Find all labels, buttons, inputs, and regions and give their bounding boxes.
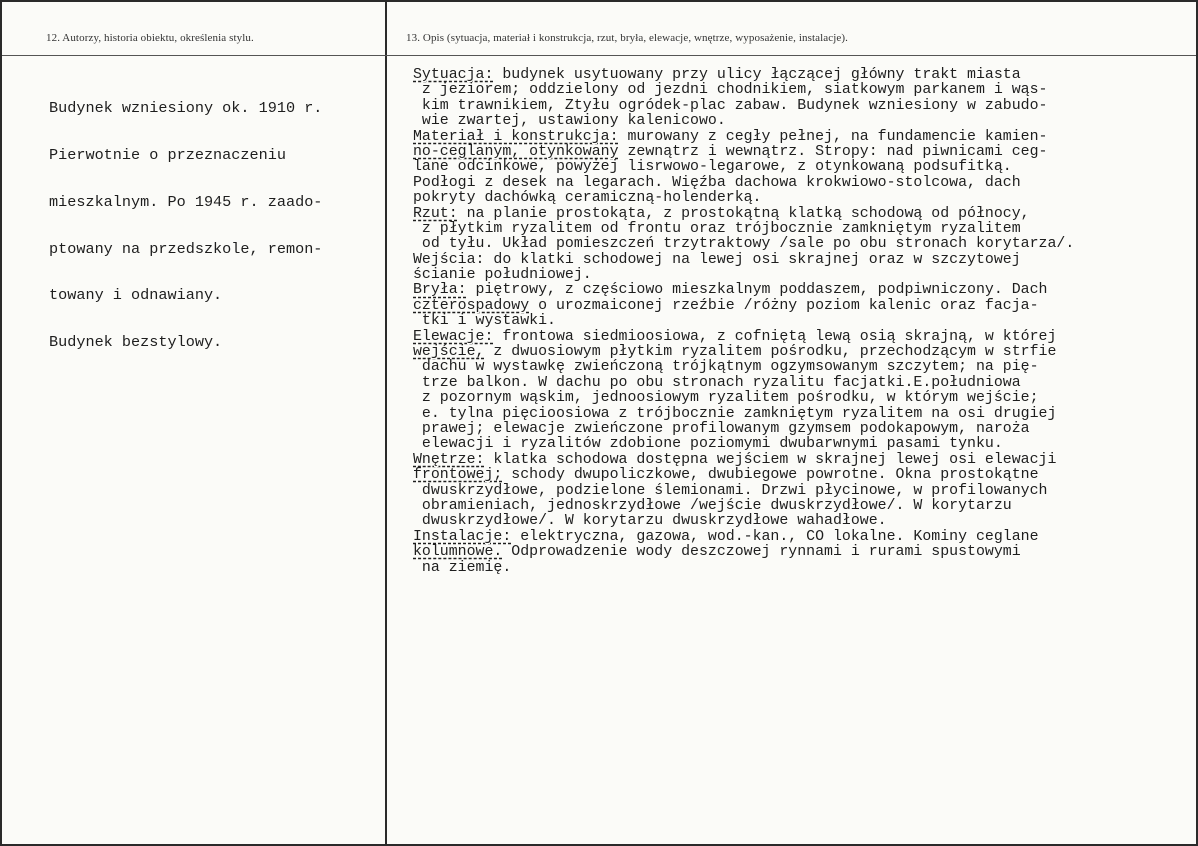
description-line-text: z pozornym wąskim, jednoosiowym ryzalitem pośrodku, w którym wejście; <box>413 390 1039 407</box>
description-line <box>413 422 1074 437</box>
section-label: Rzut: <box>413 205 458 222</box>
description-line-text: dachu w wystawkę zwieńczoną trójkątnym ogzymsowanym szczytem; na pię- <box>413 359 1039 376</box>
description-line <box>413 345 1074 360</box>
section-label: frontowej; <box>413 467 503 484</box>
description-line-text: ścianie południowej. <box>413 267 592 284</box>
description-line <box>413 391 1074 406</box>
description-line <box>413 468 1074 483</box>
description-line-text: tki i wystawki. <box>413 313 556 330</box>
description-line <box>413 499 1074 514</box>
description-line <box>413 561 1074 576</box>
description-line-text: wie zwartej, ustawiony kalenicowo. <box>413 113 726 130</box>
description-line <box>413 160 1074 175</box>
section-label: Elewacje: <box>413 328 494 345</box>
description-line <box>413 283 1074 298</box>
history-line: Budynek bezstylowy. <box>49 333 223 352</box>
history-text <box>49 70 322 382</box>
description-line <box>413 222 1074 237</box>
description-line-text: zewnątrz i wewnątrz. Stropy: nad piwnicami ceg- <box>618 143 1048 160</box>
description-line-text: dwuskrzydłowe/. W korytarzu dwuskrzydłowe wahadłowe. <box>413 513 887 530</box>
description-line-text: obramieniach, jednoskrzydłowe /wejście dwuskrzydłowe/. W korytarzu <box>413 497 1012 514</box>
description-line-text: z jeziorem; oddzielony od jezdni chodnikiem, siatkowym parkanem i wąs- <box>413 82 1048 99</box>
history-line: Budynek wzniesiony ok. 1910 r. <box>49 99 323 118</box>
section-label: wejście, <box>413 344 485 361</box>
description-line-text: elektryczna, gazowa, wod.-kan., CO lokalne. Kominy ceglane <box>511 528 1039 545</box>
description-line-text: frontowa siedmioosiowa, z cofniętą lewą osią skrajną, w której <box>493 328 1057 345</box>
section-label: Materiał i konstrukcja: <box>413 128 619 145</box>
description-line-text: budynek usytuowany przy ulicy łączącej główny trakt miasta <box>493 67 1021 83</box>
description-line-text: z płytkim ryzalitem od frontu oraz trójbocznie zamkniętym ryzalitem <box>413 220 1021 237</box>
description-line-text: dwuskrzydłowe, podzielone ślemionami. Drzwi płycinowe, w profilowanych <box>413 482 1048 499</box>
description-line <box>413 530 1074 545</box>
description-line <box>413 314 1074 329</box>
description-text <box>413 68 1074 576</box>
description-line <box>413 99 1074 114</box>
header-rule <box>2 55 1198 56</box>
description-line-text: e. tylna pięcioosiowa z trójbocznie zamkniętym ryzalitem na osi drugiej <box>413 405 1057 422</box>
section-label: no-ceglanym, otynkowany <box>413 143 619 160</box>
description-line-text: na ziemię. <box>413 559 512 576</box>
description-line-text: kim trawnikiem, Ztyłu ogródek-plac zabaw. Budynek wzniesiony w zabudo- <box>413 97 1048 114</box>
history-line: ptowany na przedszkole, remon- <box>49 239 323 258</box>
description-line <box>413 299 1074 314</box>
description-line-text: od tyłu. Układ pomieszczeń trzytraktowy /sale po obu stronach korytarza/. <box>413 236 1075 253</box>
description-line-text: klatka schodowa dostępna wejściem w skrajnej lewej osi elewacji <box>484 451 1057 468</box>
section-label: kolumnowe. <box>413 544 503 561</box>
description-line <box>413 330 1074 345</box>
description-line-text: Odprowadzenie wody deszczowej rynnami i rurami spustowymi <box>502 544 1021 561</box>
description-line <box>413 376 1074 391</box>
description-line-text: elewacji i ryzalitów zdobione poziomymi dwubarwnymi pasami tynku. <box>413 436 1003 453</box>
section-label: czterospadowy <box>413 297 530 314</box>
description-line-text: lane odcinkowe, powyżej lisrwowo-legarowe, z otynkowaną podsufitką. <box>413 159 1012 176</box>
column-divider <box>385 2 387 846</box>
description-line <box>413 407 1074 422</box>
section-label: Wnętrze: <box>413 451 485 468</box>
section-label: Instalacje: <box>413 528 512 545</box>
section-13-heading: 13. Opis (sytuacja, materiał i konstrukcja, rzut, bryła, elewacje, wnętrze, wyposażenie, instalacje). <box>406 32 848 44</box>
description-line <box>413 207 1074 222</box>
description-line-text: trze balkon. W dachu po obu stronach ryzalitu facjatki.E.południowa <box>413 374 1021 391</box>
description-line <box>413 360 1074 375</box>
description-line-text: Wejścia: do klatki schodowej na lewej osi skrajnej oraz w szczytowej <box>413 251 1021 268</box>
description-line <box>413 145 1074 160</box>
description-line <box>413 514 1074 529</box>
description-line <box>413 253 1074 268</box>
description-line-text: z dwuosiowym płytkim ryzalitem pośrodku, przechodzącym w strfie <box>484 344 1057 361</box>
description-line <box>413 130 1074 145</box>
description-line <box>413 545 1074 560</box>
description-line <box>413 114 1074 129</box>
description-line-text: piętrowy, z częściowo mieszkalnym poddaszem, podpiwniczony. Dach <box>466 282 1048 299</box>
description-line-text: pokryty dachówką ceramiczną-holenderką. <box>413 190 762 207</box>
description-line <box>413 437 1074 452</box>
description-line <box>413 484 1074 499</box>
history-line: Pierwotnie o przeznaczeniu <box>49 145 286 164</box>
description-line-text: na planie prostokąta, z prostokątną klatką schodową od północy, <box>457 205 1030 222</box>
section-label: Sytuacja: <box>413 67 494 83</box>
description-line <box>413 83 1074 98</box>
description-line <box>413 268 1074 283</box>
section-label: Bryła: <box>413 282 467 299</box>
description-line-text: prawej; elewacje zwieńczone profilowanym gzymsem podokapowym, naroża <box>413 420 1030 437</box>
section-12-heading: 12. Autorzy, historia obiektu, określenia stylu. <box>46 32 254 44</box>
description-line-text: o urozmaiconej rzeźbie /różny poziom kalenic oraz facja- <box>529 297 1039 314</box>
description-line <box>413 191 1074 206</box>
description-line-text: murowany z cegły pełnej, na fundamencie kamien- <box>618 128 1048 145</box>
history-line: towany i odnawiany. <box>49 286 223 305</box>
description-line <box>413 68 1074 83</box>
description-line <box>413 176 1074 191</box>
description-line <box>413 237 1074 252</box>
history-line: mieszkalnym. Po 1945 r. zaado- <box>49 192 323 211</box>
description-line <box>413 453 1074 468</box>
description-line-text: schody dwupoliczkowe, dwubiegowe powrotne. Okna prostokątne <box>502 467 1039 484</box>
description-line-text: Podłogi z desek na legarach. Więźba dachowa krokwiowo-stolcowa, dach <box>413 174 1021 191</box>
